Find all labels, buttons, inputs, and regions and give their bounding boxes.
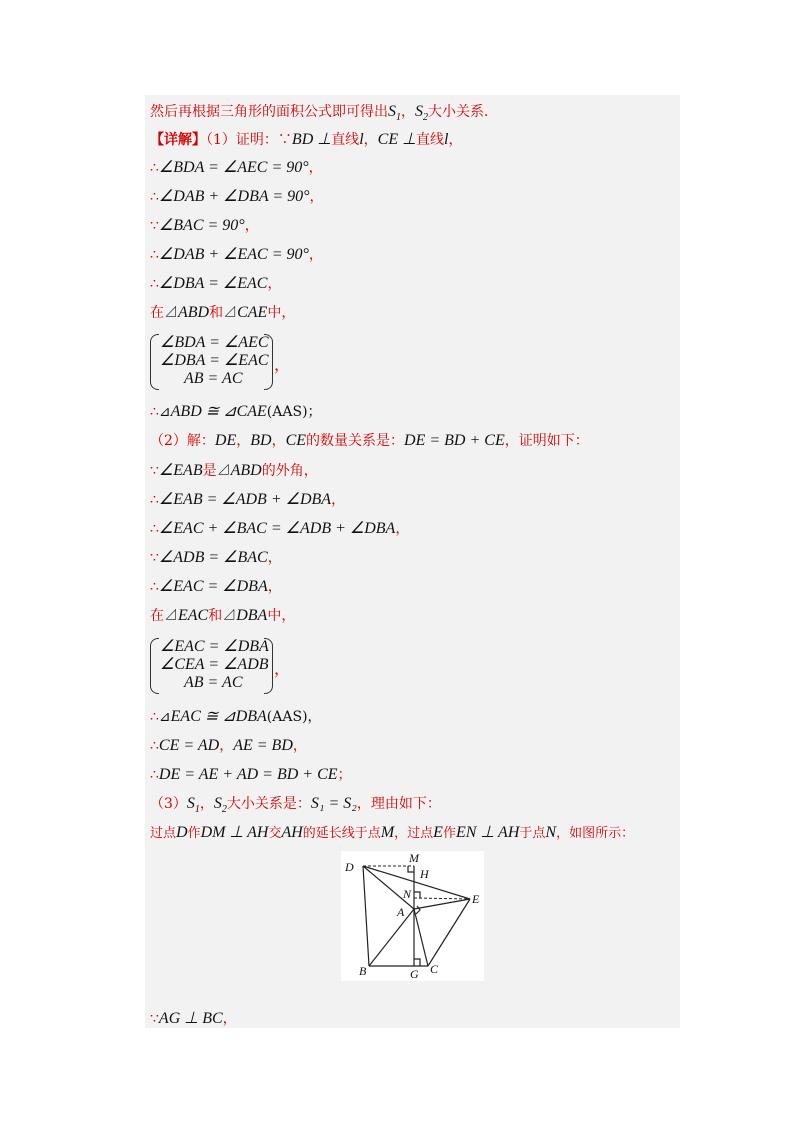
equation-row: ∠EAC = ∠DBA [160, 638, 269, 655]
text-line [150, 216, 259, 236]
math: ABD ≅ ⊿CAE [170, 403, 267, 420]
comma: ， [308, 247, 323, 263]
line-text: 是 [202, 463, 217, 479]
line-text: 直线 [331, 132, 360, 148]
math: DBA [236, 607, 268, 624]
line-text: 作 [187, 826, 201, 841]
right-angle-G [414, 959, 420, 966]
comma: ， [222, 1011, 237, 1027]
math: EAC ≅ ⊿DBA [170, 708, 267, 725]
math: CAE [237, 304, 268, 321]
segment-AB [369, 909, 414, 966]
math: E [433, 824, 443, 841]
math: DE = BD + CE [404, 432, 505, 449]
equation-row: ∠CEA = ∠ADB [160, 656, 269, 673]
math: ∠DAB + ∠DBA = 90° [158, 188, 310, 205]
comma: ， [219, 738, 234, 754]
triangle-symbol: ⊿ [164, 608, 178, 624]
equation-row: AB = AC [184, 370, 243, 387]
because-symbol: ∵ [150, 463, 159, 479]
comma: ， [274, 357, 291, 374]
comma: ， [401, 104, 415, 120]
math: ∠EAC = ∠DBA [158, 578, 268, 595]
therefore-symbol: ∴ [150, 767, 159, 783]
math: ABD [178, 304, 210, 321]
comma: ， [308, 160, 323, 176]
text-line [150, 431, 589, 451]
text-line [150, 823, 634, 844]
segment-DB [363, 866, 369, 966]
math: l [444, 131, 449, 148]
math: AE = BD [233, 737, 293, 754]
therefore-symbol: ∴ [150, 247, 159, 263]
line-text: ，如图所示： [556, 826, 635, 841]
therefore-symbol: ∴ [150, 521, 159, 537]
math: ∠DAB + ∠EAC = 90° [158, 246, 309, 263]
s-symbol: $S_2$ [213, 795, 227, 816]
line-text: 中， [267, 305, 296, 321]
math: AG ⊥ BC [158, 1010, 223, 1027]
right-angle-N [414, 892, 420, 898]
math: ABD [230, 462, 262, 479]
math: CE [285, 432, 307, 449]
text-line [150, 548, 282, 568]
line-text: 在 [150, 305, 164, 321]
comma: ， [331, 492, 346, 508]
comma: ， [395, 521, 410, 537]
line-text: （3） [150, 796, 187, 812]
triangle-symbol: ⊿ [158, 404, 171, 420]
comma: ， [274, 661, 291, 678]
line-text: 直线 [416, 132, 445, 148]
comma: ， [292, 738, 307, 754]
right-brace [264, 334, 273, 390]
because-symbol: ∵ [150, 1011, 159, 1027]
geometry-diagram [341, 851, 484, 981]
line-text: 在 [150, 608, 164, 624]
comma: ， [271, 433, 286, 449]
label-C: C [430, 962, 439, 976]
line-text: 大小关系． [428, 104, 498, 120]
triangle-symbol: ⊿ [222, 608, 237, 624]
equation-row: ∠DBA = ∠EAC [160, 352, 269, 369]
math: AH [281, 824, 303, 841]
comma: ， [236, 433, 251, 449]
triangle-symbol: ⊿ [164, 305, 178, 321]
s-symbol: $S_2$ [415, 103, 428, 124]
s-symbol: $S_1$ [388, 103, 401, 124]
comma: ， [199, 796, 214, 812]
line-text: ，过点 [394, 826, 434, 841]
text-line [150, 245, 323, 265]
text-line [150, 736, 307, 756]
label-A: A [397, 905, 405, 919]
math: ∠BAC = 90° [158, 217, 245, 234]
therefore-symbol: ∴ [150, 160, 159, 176]
text-line [150, 158, 323, 178]
line-text: 中， [267, 608, 296, 624]
math: (AAS)； [266, 404, 322, 420]
math: l [359, 131, 364, 148]
because-symbol: ∵ [150, 550, 159, 566]
math: BD ⊥ [291, 131, 332, 148]
text-line [150, 794, 441, 820]
line-text: ，理由如下： [356, 796, 441, 812]
line-text: 于点 [519, 826, 546, 841]
label-D: D [345, 860, 354, 874]
math: S₁ = S₂ [310, 795, 357, 812]
line-text: 作 [442, 826, 456, 841]
right-angle-M [408, 866, 414, 872]
s-symbol: $S_1$ [186, 795, 200, 816]
comma: ， [267, 550, 282, 566]
text-line [150, 461, 318, 481]
line-text: （2）解： [150, 433, 215, 449]
therefore-symbol: ∴ [150, 709, 159, 725]
text-line [150, 102, 498, 128]
because-symbol: ∵ [150, 218, 159, 234]
label-N: N [403, 887, 412, 901]
therefore-symbol: ∴ [150, 276, 159, 292]
math: EAC [178, 607, 209, 624]
equation-row: ∠BDA = ∠AEC [160, 334, 269, 351]
math: (AAS)， [266, 709, 322, 725]
math: DE = AE + AD = BD + CE [158, 766, 338, 783]
line-text: 交 [268, 826, 282, 841]
detail-tag: 【详解】 [150, 132, 206, 148]
text-line [150, 490, 345, 510]
math: DM ⊥ AH [200, 824, 269, 841]
line-text: 然后再根据三角形的面积公式即可得出 [150, 104, 388, 120]
math: ∠BDA = ∠AEC = 90° [158, 159, 309, 176]
text-line [150, 1009, 237, 1029]
text-line [150, 187, 324, 207]
therefore-symbol: ∴ [150, 189, 159, 205]
label-B: B [359, 964, 367, 978]
line-text: 的数量关系是： [306, 433, 405, 449]
left-brace [150, 638, 159, 694]
equation-system [150, 638, 290, 694]
equation-system [150, 334, 290, 390]
comma: ， [309, 189, 324, 205]
triangle-symbol: ⊿ [158, 709, 171, 725]
math: ∠EAB = ∠ADB + ∠DBA [158, 491, 332, 508]
triangle-symbol: ⊿ [223, 305, 238, 321]
math: ∠EAB [158, 462, 203, 479]
semicolon: ； [337, 767, 352, 783]
left-brace [150, 334, 159, 390]
math: ∠ADB = ∠BAC [158, 549, 268, 566]
text-line [150, 130, 462, 150]
label-E: E [472, 892, 480, 906]
math: BD [250, 432, 272, 449]
segment-AC [414, 909, 428, 966]
text-line [150, 519, 409, 539]
geometry-figure [341, 851, 484, 981]
text-line [150, 303, 295, 323]
line-text: 过点 [150, 826, 177, 841]
therefore-symbol: ∴ [150, 738, 159, 754]
line-text: 的延长线于点 [302, 826, 381, 841]
text-line [150, 402, 322, 422]
label-M: M [409, 851, 419, 865]
comma: ， [363, 132, 378, 148]
comma: ， [267, 579, 282, 595]
text-line [150, 765, 352, 785]
label-G: G [410, 967, 419, 981]
triangle-symbol: ⊿ [216, 463, 231, 479]
line-text: 大小关系是： [226, 796, 311, 812]
segment-CE [428, 899, 470, 966]
line-text: 的外角， [261, 463, 318, 479]
text-line [150, 274, 281, 294]
therefore-symbol: ∴ [150, 404, 159, 420]
therefore-symbol: ∴ [150, 579, 159, 595]
line-text: 和 [208, 608, 223, 624]
line-text: ，证明如下： [504, 433, 589, 449]
comma: ， [244, 218, 259, 234]
comma: ， [448, 132, 463, 148]
math: N [545, 824, 557, 841]
text-line [150, 606, 295, 626]
right-brace [264, 638, 273, 694]
segment-DE [363, 866, 470, 899]
comma: ， [267, 276, 282, 292]
label-H: H [420, 867, 429, 881]
dashed-NE [414, 898, 470, 899]
therefore-symbol: ∴ [150, 492, 159, 508]
math: M [380, 824, 395, 841]
math: CE = AD [158, 737, 220, 754]
line-text: 和 [209, 305, 224, 321]
segment-AE [414, 899, 470, 909]
math: D [176, 824, 188, 841]
right-angle-A [416, 906, 420, 914]
math: EN ⊥ AH [455, 824, 520, 841]
math: ∠DBA = ∠EAC [158, 275, 268, 292]
line-text: （1）证明：∵ [206, 132, 292, 148]
text-line [150, 707, 322, 727]
math: DE [214, 432, 237, 449]
math: CE ⊥ [377, 131, 417, 148]
math: ∠EAC + ∠BAC = ∠ADB + ∠DBA [158, 520, 396, 537]
equation-row: AB = AC [184, 674, 243, 691]
text-line [150, 577, 282, 597]
